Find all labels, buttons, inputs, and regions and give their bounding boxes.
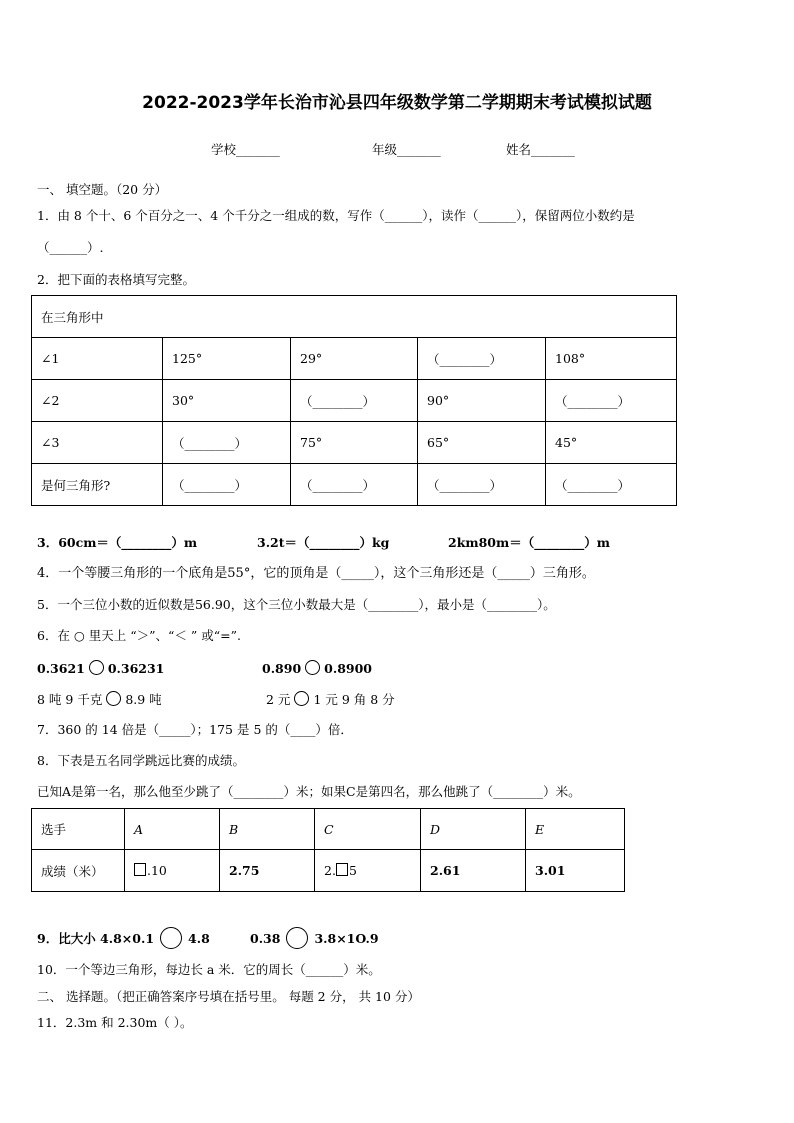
unknown-digit-box[interactable] bbox=[134, 863, 146, 876]
long-jump-table bbox=[31, 808, 625, 892]
compare-item-d bbox=[266, 691, 395, 708]
name-field[interactable]: 姓名_______ bbox=[506, 142, 575, 157]
table-cell: 90° bbox=[418, 380, 546, 422]
table-header-cell: D bbox=[421, 809, 526, 850]
compare-left: 2 元 bbox=[266, 692, 291, 707]
table-row bbox=[32, 422, 677, 464]
table-cell: 2. 5 bbox=[315, 850, 421, 892]
table-row bbox=[32, 809, 625, 850]
table-cell: ∠1 bbox=[32, 338, 163, 380]
answer-blank[interactable]: （________） bbox=[163, 464, 291, 506]
question-1-line-1: 1．由 8 个十、6 个百分之一、4 个千分之一组成的数，写作（______），读作（______），保留两位小数约是 bbox=[37, 208, 635, 223]
compare-circle[interactable] bbox=[89, 660, 104, 675]
table-cell: 30° bbox=[163, 380, 291, 422]
question-1-line-2: （______）. bbox=[37, 240, 104, 255]
question-8: 8．下表是五名同学跳远比赛的成绩。 bbox=[37, 753, 245, 768]
table-cell: 3.01 bbox=[526, 850, 625, 892]
question-8-text: 已知A是第一名，那么他至少跳了（________）米；如果C是第四名，那么他跳了（________）米。 bbox=[37, 784, 581, 799]
question-5: 5．一个三位小数的近似数是56.90，这个三位小数最大是（________），最小是（________）。 bbox=[37, 597, 556, 612]
section-1-heading: 一、 填空题。（20 分） bbox=[37, 182, 168, 197]
table-cell: .10 bbox=[125, 850, 220, 892]
compare-item-c bbox=[37, 691, 162, 708]
compare-right: 8.9 吨 bbox=[125, 692, 162, 707]
table-header-cell: E bbox=[526, 809, 625, 850]
answer-blank[interactable]: （________） bbox=[418, 464, 546, 506]
table-row bbox=[32, 464, 677, 506]
compare-item-a bbox=[37, 660, 164, 677]
table-cell: 125° bbox=[163, 338, 291, 380]
compare-left: 8 吨 9 千克 bbox=[37, 692, 103, 707]
answer-blank[interactable]: （________） bbox=[291, 380, 418, 422]
compare-item-b bbox=[262, 660, 372, 677]
table-header: 在三角形中 bbox=[32, 296, 677, 338]
table-cell: ∠3 bbox=[32, 422, 163, 464]
table-row bbox=[32, 338, 677, 380]
table-cell: 75° bbox=[291, 422, 418, 464]
section-2-heading: 二、 选择题。（把正确答案序号填在括号里。 每题 2 分， 共 10 分） bbox=[37, 989, 420, 1004]
compare-circle[interactable] bbox=[286, 927, 308, 949]
answer-blank[interactable]: （________） bbox=[546, 464, 677, 506]
question-4: 4．一个等腰三角形的一个底角是55°，它的顶角是（_____），这个三角形还是（_____）三角形。 bbox=[37, 566, 595, 581]
answer-blank[interactable]: （________） bbox=[546, 380, 677, 422]
question-6: 6．在 ○ 里天上 “＞”、“＜ ” 或“=”. bbox=[37, 628, 242, 643]
table-header-cell: 选手 bbox=[32, 809, 125, 850]
table-cell: 成绩（米） bbox=[32, 850, 125, 892]
table-cell: 2.61 bbox=[421, 850, 526, 892]
triangle-angle-table bbox=[31, 295, 677, 506]
question-2: 2．把下面的表格填写完整。 bbox=[37, 272, 195, 287]
question-7: 7．360 的 14 倍是（_____）；175 是 5 的（____）倍． bbox=[37, 722, 353, 737]
compare-right: 0.36231 bbox=[107, 661, 165, 676]
table-cell: 65° bbox=[418, 422, 546, 464]
unknown-digit-box[interactable] bbox=[336, 863, 348, 876]
compare-circle[interactable] bbox=[106, 691, 121, 706]
school-field[interactable]: 学校_______ bbox=[211, 142, 280, 157]
table-cell: 2.75 bbox=[220, 850, 315, 892]
table-cell: ∠2 bbox=[32, 380, 163, 422]
question-10: 10．一个等边三角形，每边长 a 米．它的周长（______）米。 bbox=[37, 962, 381, 977]
table-cell: 29° bbox=[291, 338, 418, 380]
compare-right: 1 元 9 角 8 分 bbox=[313, 692, 395, 707]
compare-left: 0.890 bbox=[262, 661, 302, 676]
grade-field[interactable]: 年级_______ bbox=[372, 142, 441, 157]
table-header-cell: C bbox=[315, 809, 421, 850]
question-11: 11．2.3m 和 2.30m（ ）。 bbox=[37, 1015, 193, 1030]
question-3-c: 2km80m＝（________）m bbox=[448, 535, 610, 550]
table-row bbox=[32, 850, 625, 892]
answer-blank[interactable]: （________） bbox=[418, 338, 546, 380]
table-header-cell: A bbox=[125, 809, 220, 850]
answer-blank[interactable]: （________） bbox=[163, 422, 291, 464]
question-3-b: 3.2t＝（________）kg bbox=[257, 535, 390, 550]
compare-circle[interactable] bbox=[305, 660, 320, 675]
answer-blank[interactable]: （________） bbox=[291, 464, 418, 506]
question-9-b: 0.38 3.8×1O.9 bbox=[250, 927, 379, 949]
compare-left: 0.3621 bbox=[37, 661, 85, 676]
compare-circle[interactable] bbox=[294, 691, 309, 706]
table-header-cell: B bbox=[220, 809, 315, 850]
compare-right: 0.8900 bbox=[324, 661, 372, 676]
question-3-a: 3．60cm＝（________）m bbox=[37, 535, 198, 550]
page-title: 2022-2023学年长治市沁县四年级数学第二学期期末考试模拟试题 bbox=[142, 93, 652, 113]
question-9: 9．比大小 4.8×0.1 4.8 bbox=[37, 927, 210, 949]
table-cell: 45° bbox=[546, 422, 677, 464]
table-row bbox=[32, 380, 677, 422]
table-cell: 是何三角形? bbox=[32, 464, 163, 506]
table-cell: 108° bbox=[546, 338, 677, 380]
compare-circle[interactable] bbox=[160, 927, 182, 949]
